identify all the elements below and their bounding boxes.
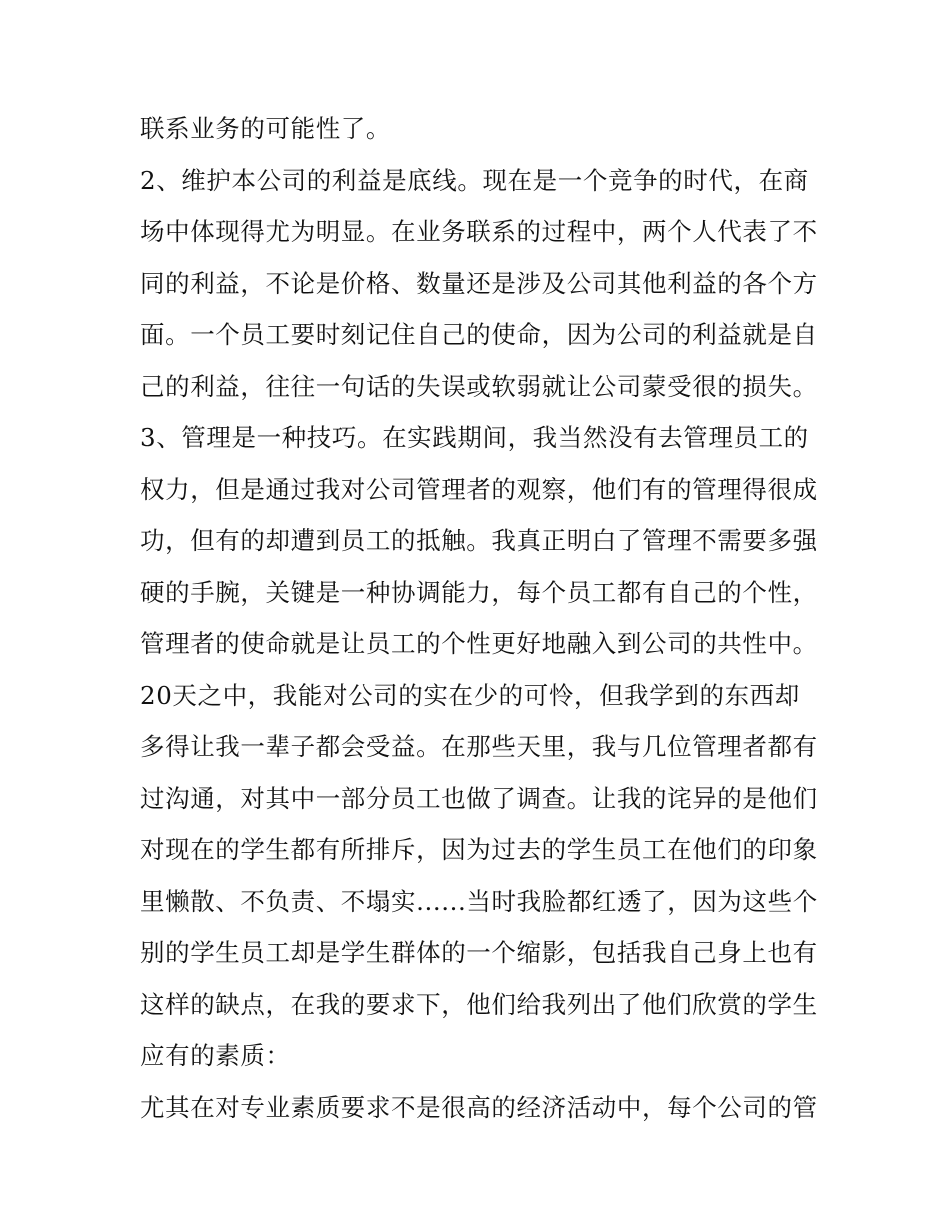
text-line: 2、维护本公司的利益是底线。现在是一个竞争的时代，在商: [140, 165, 809, 195]
text-line: 同的利益，不论是价格、数量还是涉及公司其他利益的各个方: [140, 268, 818, 298]
text-line: 多得让我一辈子都会受益。在那些天里，我与几位管理者都有: [140, 732, 818, 761]
text-line: 过沟通，对其中一部分员工也做了调查。让我的诧异的是他们: [140, 783, 818, 813]
text-line: 应有的素质：: [140, 1041, 291, 1070]
text-line: 对现在的学生都有所排斥，因为过去的学生员工在他们的印象: [140, 835, 818, 864]
text-line: 20天之中，我能对公司的实在少的可怜，但我学到的东西却: [140, 680, 800, 710]
text-line: 硬的手腕，关键是一种协调能力，每个员工都有自己的个性，: [140, 577, 818, 607]
text-line: 功，但有的却遭到员工的抵触。我真正明白了管理不需要多强: [140, 526, 818, 555]
text-line: 权力，但是通过我对公司管理者的观察，他们有的管理得很成: [140, 474, 818, 504]
text-line: 别的学生员工却是学生群体的一个缩影，包括我自己身上也有: [140, 938, 818, 967]
body-text: [140, 103, 820, 1133]
text-line: 管理者的使命就是让员工的个性更好地融入到公司的共性中。: [140, 629, 818, 658]
text-line: 这样的缺点，在我的要求下，他们给我列出了他们欣赏的学生: [140, 989, 818, 1019]
text-line: 面。一个员工要时刻记住自己的使命，因为公司的利益就是自: [140, 320, 818, 349]
text-line: 3、管理是一种技巧。在实践期间，我当然没有去管理员工的: [140, 423, 809, 452]
text-line: 里懒散、不负责、不塌实......当时我脸都红透了，因为这些个: [140, 886, 818, 916]
text-line: 尤其在对专业素质要求不是很高的经济活动中，每个公司的管: [140, 1092, 818, 1122]
text-line: 场中体现得尤为明显。在业务联系的过程中，两个人代表了不: [140, 217, 818, 246]
text-line: 联系业务的可能性了。: [140, 114, 391, 143]
text-line: 己的利益，往往一句话的失误或软弱就让公司蒙受很的损失。: [140, 371, 818, 401]
